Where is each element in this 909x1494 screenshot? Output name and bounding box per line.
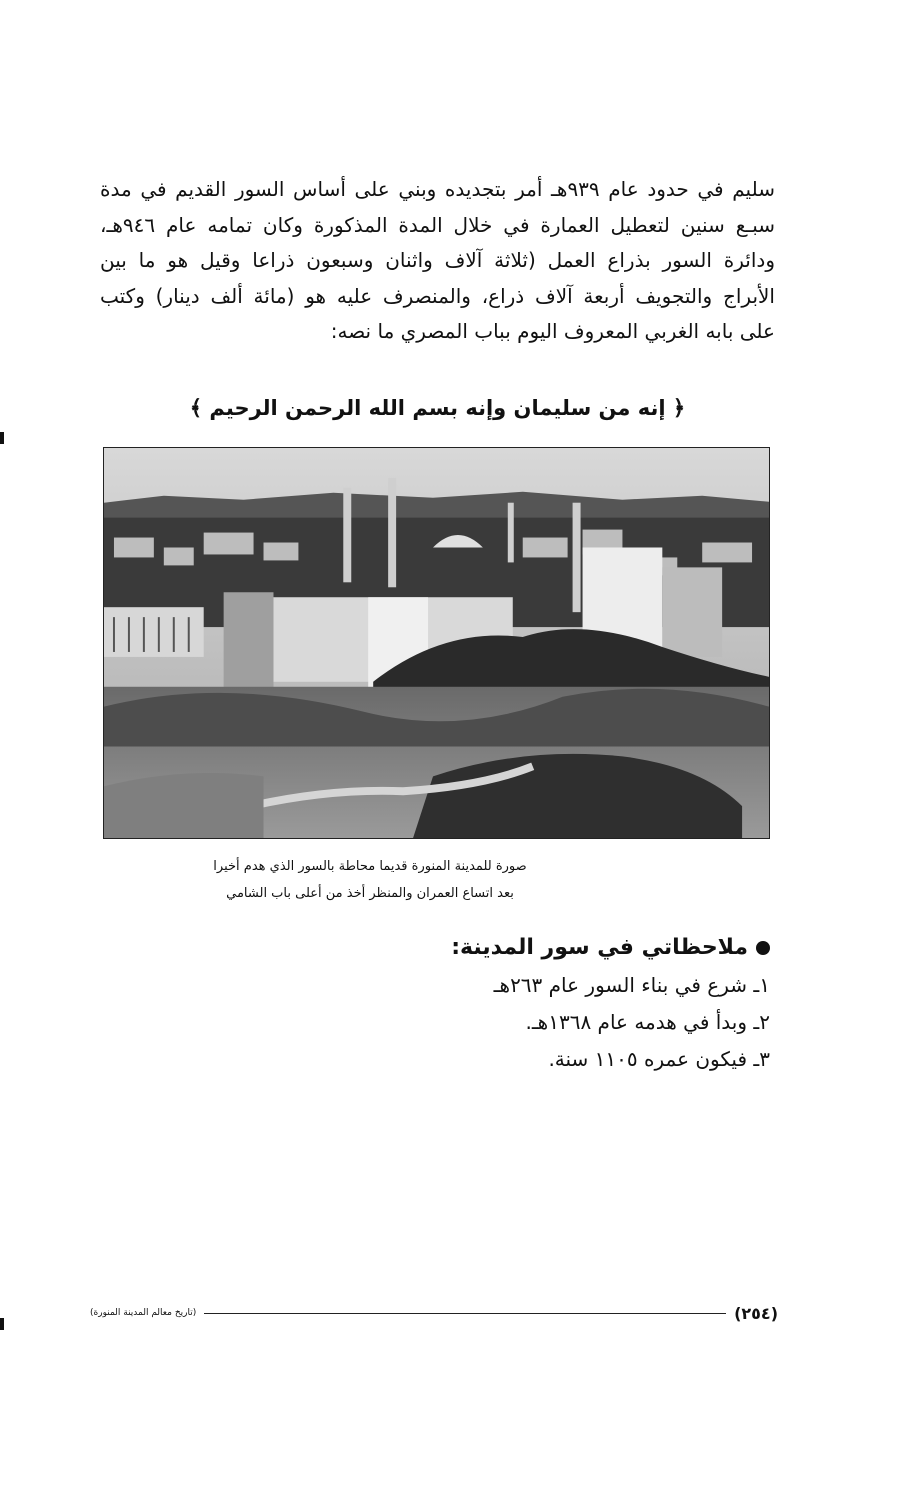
footer-rule bbox=[204, 1313, 726, 1314]
body-line: سبـع سنين لتعطيل العمارة في خلال المدة المذكورة وكان تمامه عام ٩٤٦هـ، bbox=[100, 212, 775, 237]
body-line: سليم في حدود عام ٩٣٩هـ أمر بتجديده وبني على أساس السور القديم في مدة bbox=[100, 177, 775, 201]
notes-list bbox=[210, 967, 770, 1078]
page-footer bbox=[90, 1298, 778, 1328]
list-item: ٢ـ وبدأ في هدمه عام ١٣٦٨هـ. bbox=[525, 1010, 770, 1034]
body-paragraph bbox=[100, 172, 775, 350]
notes-section bbox=[210, 929, 770, 1078]
quranic-inscription: ﴿ إنه من سليمان وإنه بسم الله الرحمن الرحيم ﴾ bbox=[189, 396, 686, 420]
historic-photo-medina bbox=[103, 447, 770, 839]
list-item: ٣ـ فيكون عمره ١١٠٥ سنة. bbox=[548, 1047, 770, 1071]
notes-title-text: ملاحظاتي في سور المدينة: bbox=[451, 935, 748, 960]
notes-heading bbox=[210, 929, 770, 967]
page-number: (٢٥٤) bbox=[734, 1303, 778, 1323]
scan-mark bbox=[0, 1318, 4, 1330]
caption-line: بعد اتساع العمران والمنظر أخذ من أعلى باب الشامي bbox=[226, 886, 514, 901]
scan-mark bbox=[0, 432, 4, 444]
list-item: ١ـ شرع في بناء السور عام ٢٦٣هـ bbox=[493, 973, 770, 997]
book-title: (تاريخ معالم المدينة المنورة) bbox=[90, 1308, 197, 1318]
body-line: على بابه الغربي المعروف اليوم بباب المصري ما نصه: bbox=[330, 319, 775, 343]
photo-caption bbox=[100, 853, 640, 907]
caption-line: صورة للمدينة المنورة قديما محاطة بالسور الذي هدم أخيرا bbox=[213, 859, 527, 874]
body-line: الأبراج والتجويف أربعة آلاف ذراع، والمنصرف عليه هو (مائة ألف دينار) وكتب bbox=[100, 283, 775, 308]
bullet-icon bbox=[756, 941, 770, 955]
body-line: ودائرة السور بذراع العمل (ثلاثة آلاف واثنان وسبعون ذراعا وقيل هو ما بين bbox=[100, 248, 775, 272]
